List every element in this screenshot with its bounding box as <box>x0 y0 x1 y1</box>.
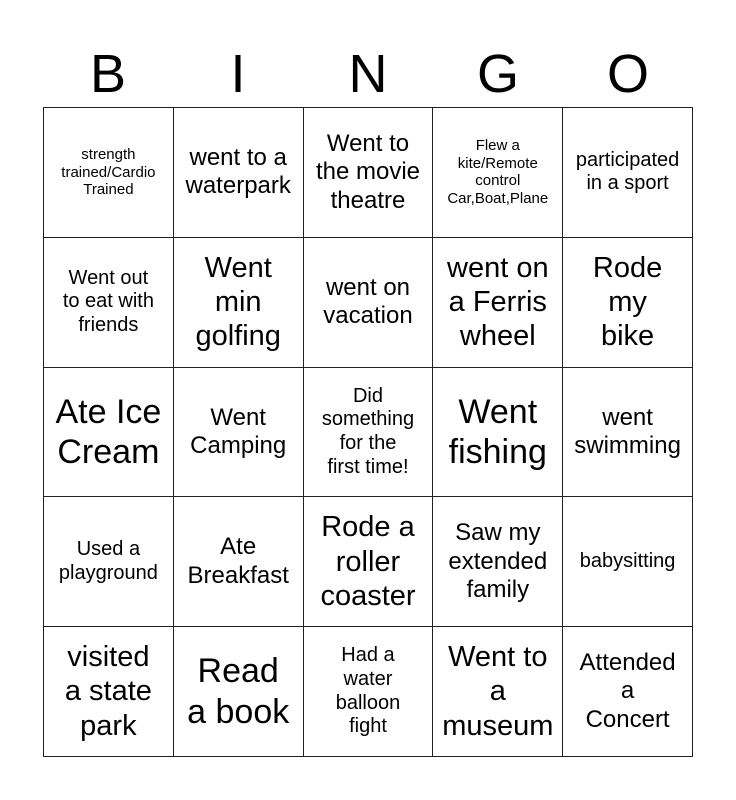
cell-text: went swimming <box>574 403 681 459</box>
bingo-cell[interactable] <box>174 627 304 757</box>
bingo-cell[interactable] <box>433 238 563 368</box>
cell-text: went on a Ferris wheel <box>447 251 549 353</box>
bingo-cell[interactable] <box>433 627 563 757</box>
cell-text: Ate Ice Cream <box>55 392 162 471</box>
cell-text: Went min golfing <box>195 251 281 353</box>
bingo-cell[interactable] <box>44 627 174 757</box>
bingo-cell[interactable] <box>44 497 174 627</box>
header-letter-n: N <box>348 44 388 104</box>
cell-text: strength trained/Cardio Trained <box>61 145 156 199</box>
bingo-cell[interactable] <box>174 238 304 368</box>
bingo-cell[interactable] <box>44 108 174 238</box>
cell-text: Went Camping <box>190 403 287 459</box>
cell-text: babysitting <box>579 549 676 572</box>
header-letter-b: B <box>89 44 127 104</box>
bingo-header <box>43 40 693 108</box>
cell-text: Rode a roller coaster <box>320 511 416 612</box>
bingo-cell[interactable] <box>433 108 563 238</box>
bingo-cell[interactable] <box>174 497 304 627</box>
cell-text: Attended a Concert <box>579 649 676 733</box>
bingo-cell[interactable] <box>304 108 434 238</box>
cell-text: Went fishing <box>448 392 547 471</box>
cell-text: went to a waterpark <box>185 144 291 200</box>
bingo-cell[interactable] <box>304 238 434 368</box>
cell-text: Went to the movie theatre <box>315 129 421 214</box>
bingo-cell[interactable] <box>44 368 174 498</box>
cell-text: participated in a sport <box>575 148 680 195</box>
cell-text: Used a playground <box>58 538 158 584</box>
header-letter-i: I <box>230 44 246 104</box>
cell-text: visited a state park <box>64 641 152 742</box>
bingo-cell[interactable] <box>563 238 693 368</box>
bingo-cell[interactable] <box>563 108 693 238</box>
header-letter-o: O <box>606 44 649 104</box>
bingo-cell[interactable] <box>433 497 563 627</box>
bingo-board <box>43 107 693 757</box>
cell-text: Saw my extended family <box>448 519 548 603</box>
bingo-cell[interactable] <box>563 368 693 498</box>
bingo-cell[interactable] <box>304 497 434 627</box>
header-letter-g: G <box>476 44 519 104</box>
cell-text: Went out to eat with friends <box>62 266 154 336</box>
bingo-cell[interactable] <box>563 497 693 627</box>
cell-text: Ate Breakfast <box>187 533 289 589</box>
bingo-cell[interactable] <box>304 627 434 757</box>
cell-text: Did something for the first time! <box>321 384 415 478</box>
cell-text: Rode my bike <box>592 251 663 353</box>
bingo-cell[interactable] <box>174 108 304 238</box>
cell-text: Had a water balloon fight <box>335 644 401 738</box>
bingo-cell[interactable] <box>433 368 563 498</box>
bingo-cell[interactable] <box>44 238 174 368</box>
bingo-cell[interactable] <box>304 368 434 498</box>
bingo-cell[interactable] <box>563 627 693 757</box>
cell-text: went on vacation <box>323 273 413 330</box>
bingo-cell[interactable] <box>174 368 304 498</box>
cell-text: Went to a museum <box>442 641 554 742</box>
cell-text: Flew a kite/Remote control Car,Boat,Plane <box>447 137 549 208</box>
cell-text: Read a book <box>187 652 290 731</box>
